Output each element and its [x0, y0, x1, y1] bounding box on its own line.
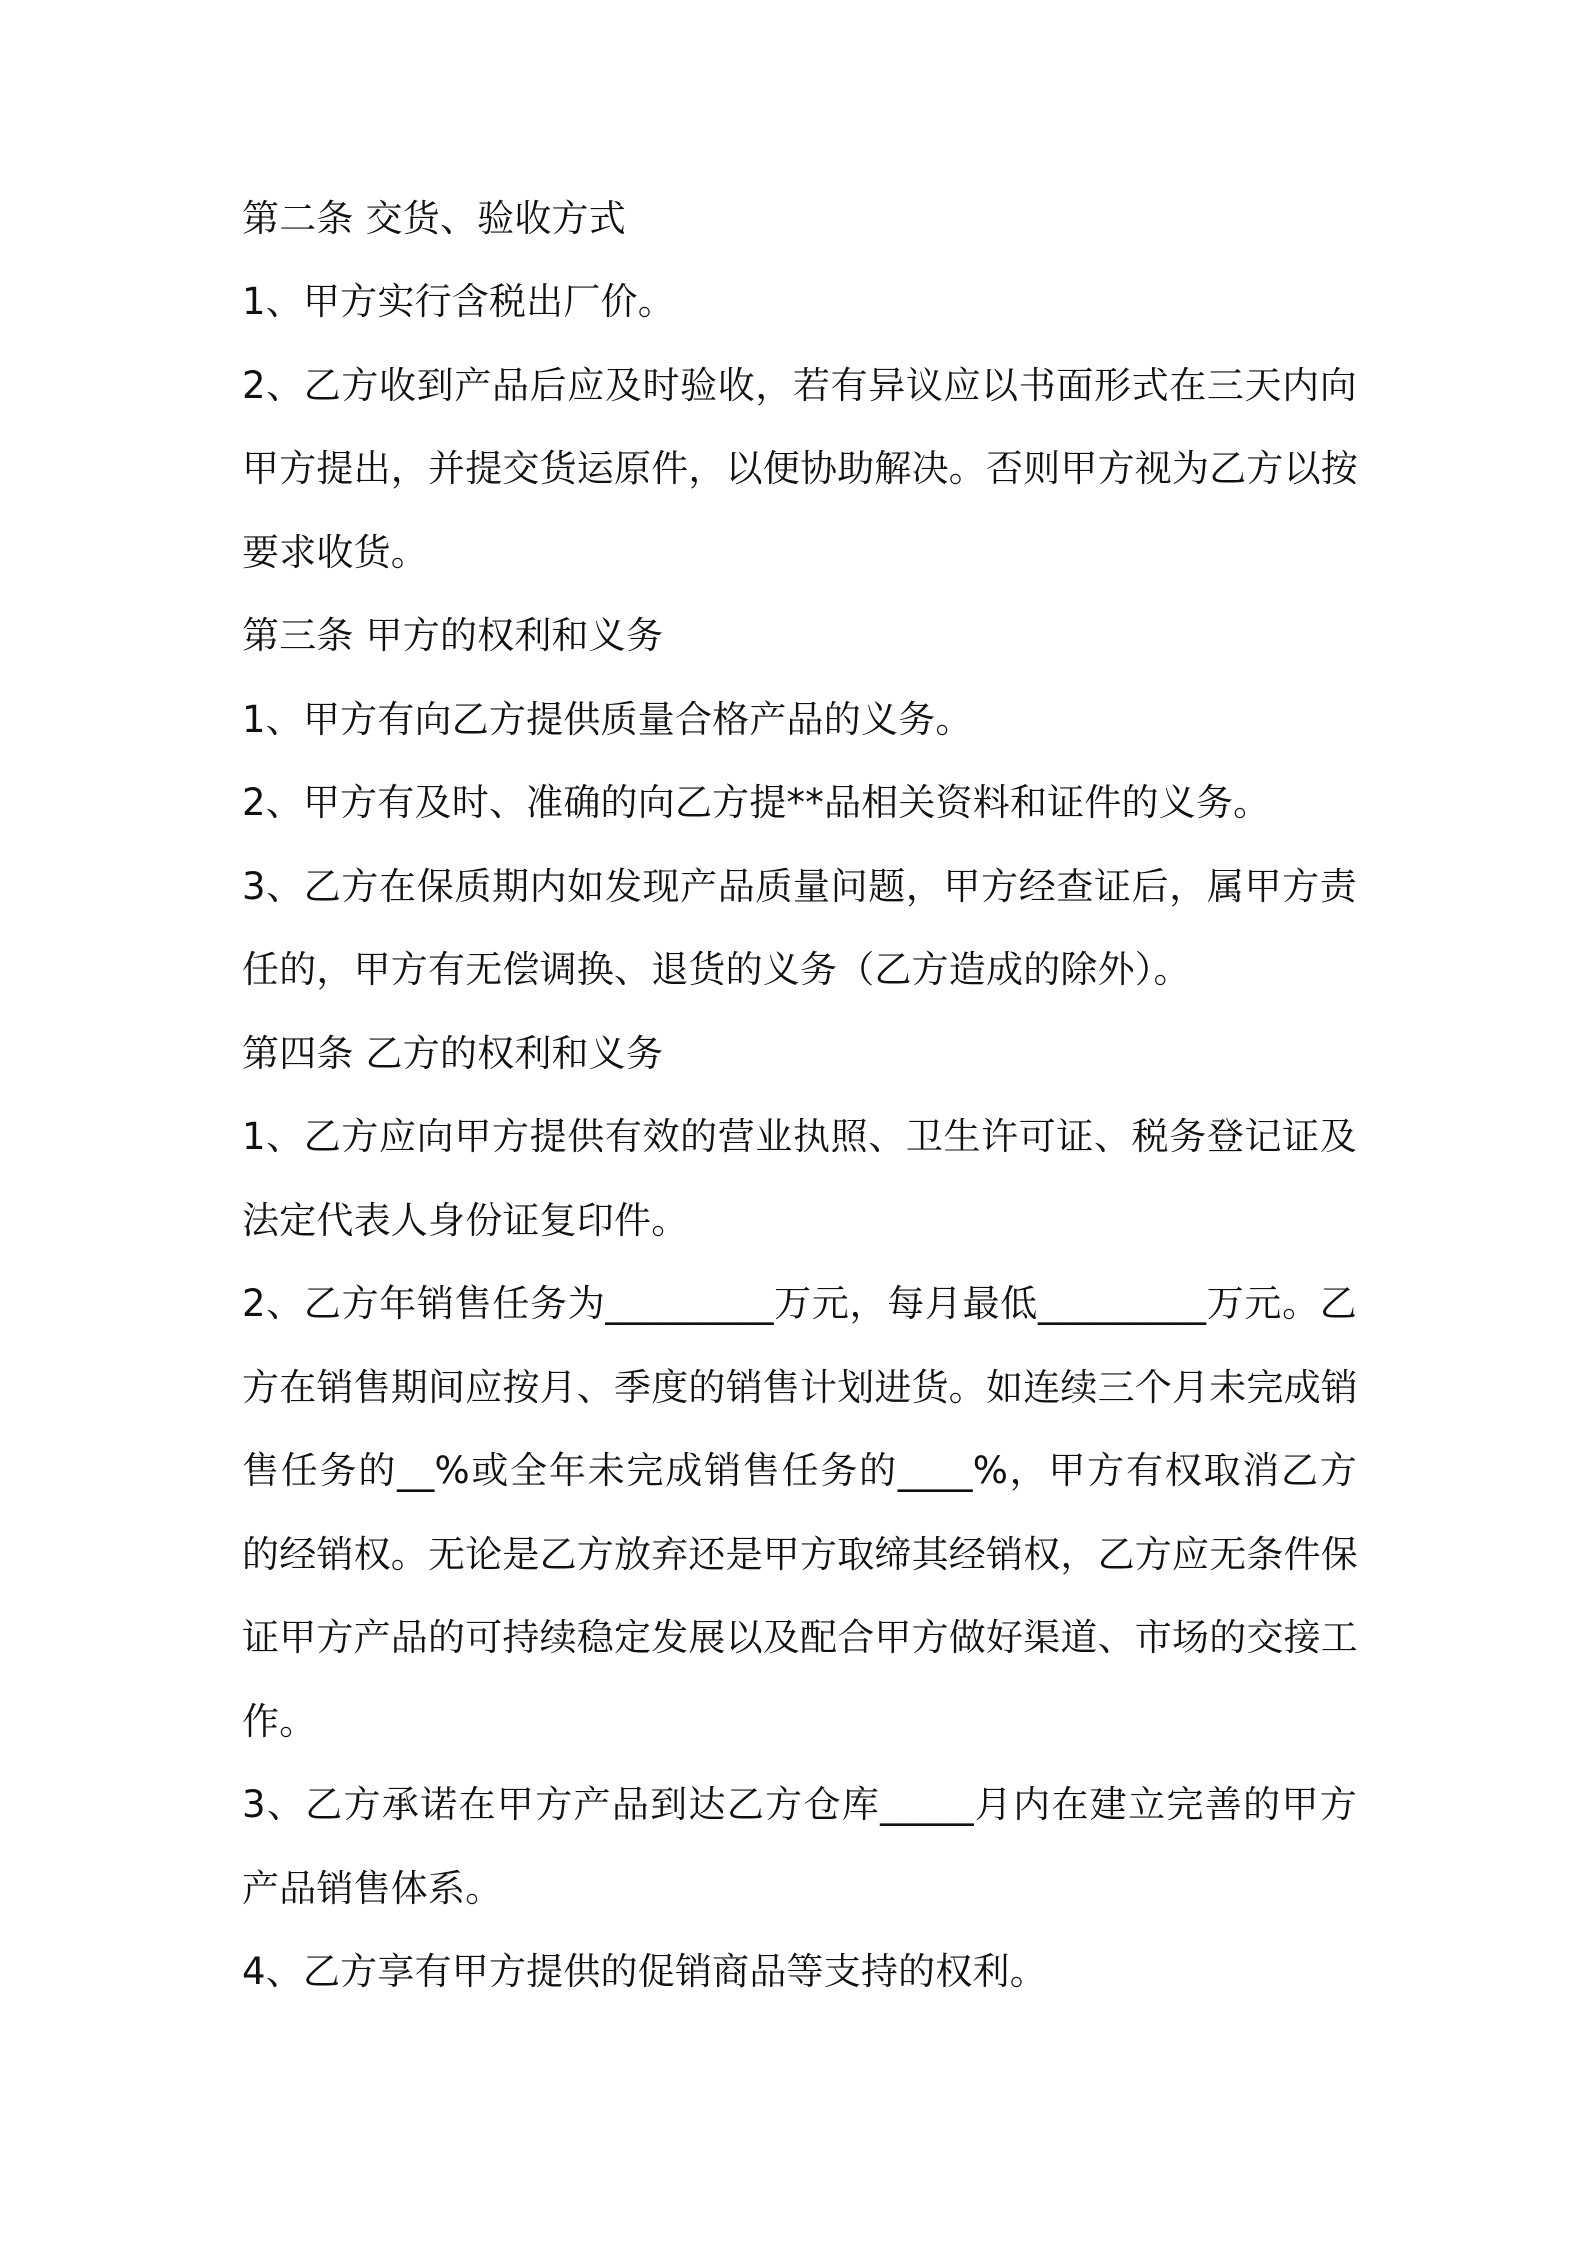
article-4-clause-3-line-1: 3、乙方承诺在甲方产品到达乙方仓库_____月内在建立完善的甲方	[242, 1783, 1357, 1826]
article-3-clause-2: 2、甲方有及时、准确的向乙方提**品相关资料和证件的义务。	[242, 781, 1271, 824]
article-3-clause-1: 1、甲方有向乙方提供质量合格产品的义务。	[242, 698, 973, 741]
article-4-clause-4: 4、乙方享有甲方提供的促销商品等支持的权利。	[242, 1950, 1047, 1993]
article-4-clause-2-line-2: 方在销售期间应按月、季度的销售计划进货。如连续三个月未完成销	[242, 1366, 1358, 1409]
article-2-clause-2-line-3: 要求收货。	[242, 531, 428, 574]
article-3-clause-3-line-2: 任的，甲方有无偿调换、退货的义务（乙方造成的除外）。	[242, 948, 1191, 991]
article-3-heading: 第三条 甲方的权利和义务	[242, 614, 664, 657]
article-4-clause-1-line-1: 1、乙方应向甲方提供有效的营业执照、卫生许可证、税务登记证及	[242, 1115, 1357, 1158]
article-4-clause-3-line-2: 产品销售体系。	[242, 1867, 503, 1910]
article-2-clause-2-line-1: 2、乙方收到产品后应及时验收，若有异议应以书面形式在三天内向	[242, 364, 1357, 407]
article-4-clause-2-line-4: 的经销权。无论是乙方放弃还是甲方取缔其经销权，乙方应无条件保	[242, 1533, 1358, 1576]
article-4-clause-2-line-1: 2、乙方年销售任务为_________万元，每月最低_________万元。乙	[242, 1282, 1357, 1325]
article-4-clause-1-line-2: 法定代表人身份证复印件。	[242, 1199, 689, 1242]
article-2-clause-2-line-2: 甲方提出，并提交货运原件，以便协助解决。否则甲方视为乙方以按	[242, 447, 1358, 490]
article-4-clause-2-line-5: 证甲方产品的可持续稳定发展以及配合甲方做好渠道、市场的交接工	[242, 1616, 1358, 1659]
article-4-clause-2-line-3: 售任务的__%或全年未完成销售任务的____%，甲方有权取消乙方	[242, 1449, 1357, 1492]
article-2-clause-1: 1、甲方实行含税出厂价。	[242, 280, 675, 323]
article-4-clause-2-line-6: 作。	[242, 1700, 317, 1743]
article-3-clause-3-line-1: 3、乙方在保质期内如发现产品质量问题，甲方经查证后，属甲方责	[242, 865, 1357, 908]
article-2-heading: 第二条 交货、验收方式	[242, 197, 626, 240]
article-4-heading: 第四条 乙方的权利和义务	[242, 1032, 664, 1075]
